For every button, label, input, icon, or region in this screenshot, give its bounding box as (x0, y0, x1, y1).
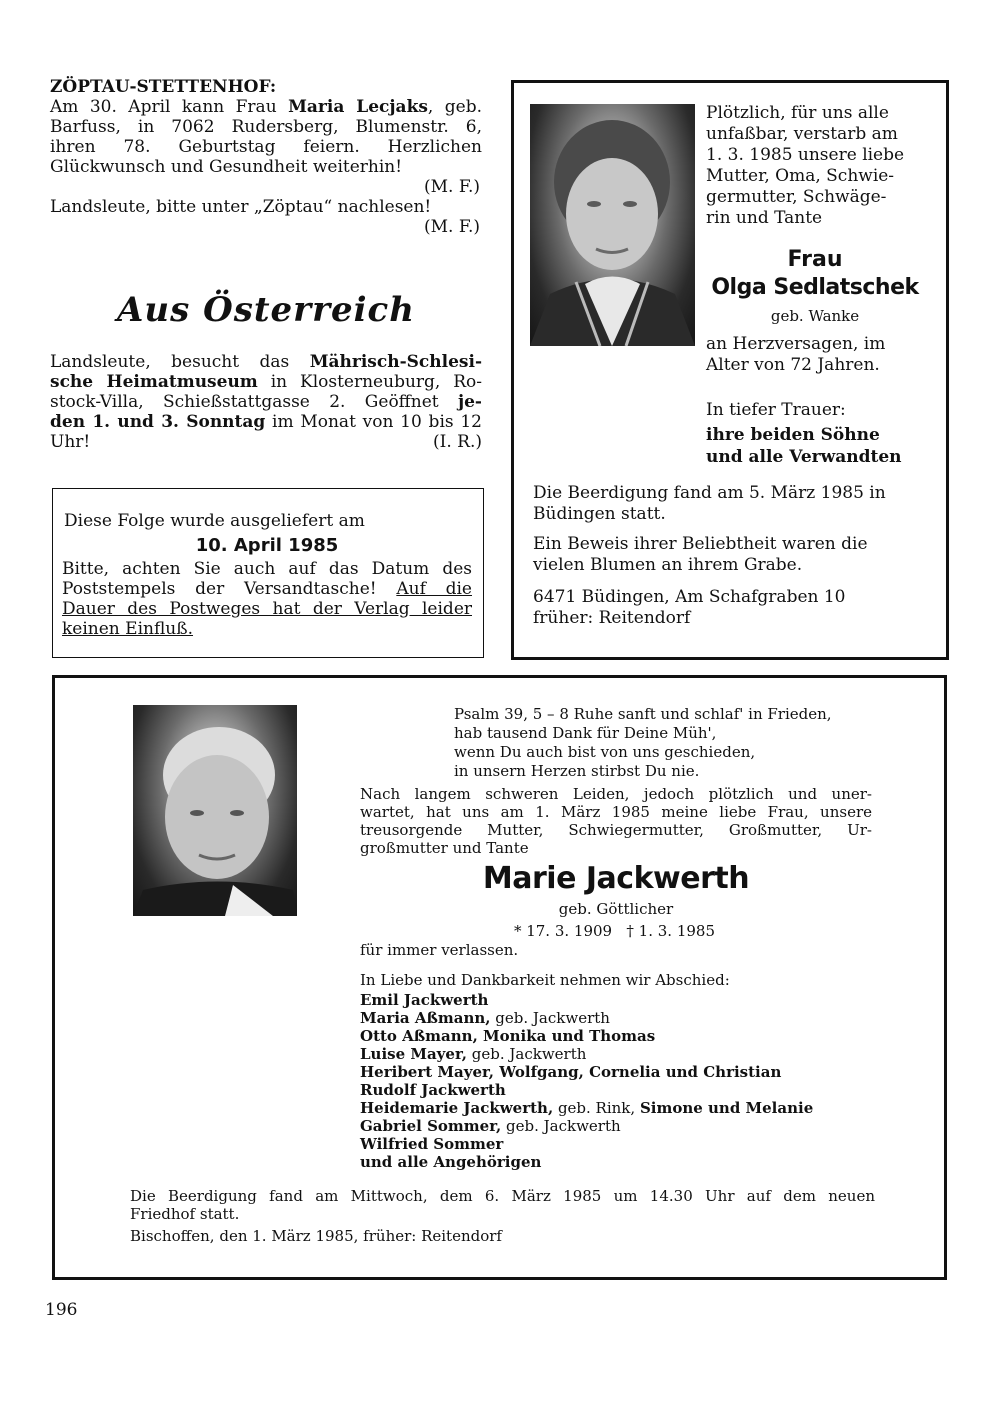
zoeptau-notice: Landsleute, bitte unter „Zöptau“ nachlesen! (50, 197, 432, 217)
zoeptau-line-2: Barfuss, in 7062 Rudersberg, Blumenstr. 6, (50, 117, 482, 137)
psalm-line-4: in unsern Herzen stirbst Du nie. (454, 762, 700, 780)
jackwerth-psalm (454, 705, 914, 781)
delivery-line-2: Bitte, achten Sie auch auf das Datum des (62, 559, 472, 579)
sedlatschek-intro-1: Plötzlich, für uns alle (706, 103, 889, 123)
oesterreich-section (50, 352, 482, 452)
family-member-name: Wilfried Sommer (360, 1135, 504, 1153)
sedlatschek-cause-1: an Herzversagen, im (706, 334, 886, 354)
jackwerth-place: Bischoffen, den 1. März 1985, früher: Reitendorf (130, 1227, 502, 1245)
sedlatschek-mourner-2: und alle Verwandten (706, 447, 902, 467)
family-member (360, 1117, 900, 1135)
zoeptau-line-1-a: Am 30. April kann Frau (50, 97, 289, 117)
jackwerth-dates: * 17. 3. 1909 † 1. 3. 1985 (513, 922, 715, 940)
jackwerth-intro-1: Nach langem schweren Leiden, jedoch plötzlich und uner- (360, 785, 872, 803)
museum-line-5 (50, 432, 482, 452)
family-member-name: Gabriel Sommer, (360, 1117, 502, 1135)
zoeptau-person: Maria Lecjaks (288, 97, 428, 117)
jackwerth-funeral (130, 1187, 875, 1245)
family-member-name: Maria Aßmann, (360, 1009, 491, 1027)
museum-line-2-b: in Klosterneuburg, Ro- (257, 372, 482, 392)
family-member (360, 1153, 900, 1171)
delivery-date: 10. April 1985 (195, 535, 339, 556)
sedlatschek-born: geb. Wanke (770, 307, 860, 325)
museum-line-2 (50, 372, 482, 392)
jackwerth-intro-4: großmutter und Tante (360, 839, 529, 857)
jackwerth-funeral-2: Friedhof statt. (130, 1205, 240, 1223)
sedlatschek-mourning (706, 399, 931, 468)
zoeptau-signature-1: (M. F.) (423, 177, 480, 197)
family-member (360, 991, 900, 1009)
page-number: 196 (45, 1300, 78, 1320)
sedlatschek-cause-2: Alter von 72 Jahren. (706, 355, 880, 375)
jackwerth-funeral-1: Die Beerdigung fand am Mittwoch, dem 6. März 1985 um 14.30 Uhr auf dem neuen (130, 1187, 875, 1205)
family-member-name: Emil Jackwerth (360, 991, 489, 1009)
zoeptau-line-1 (50, 97, 482, 117)
zoeptau-section (50, 77, 482, 237)
sedlatschek-mourner-1: ihre beiden Söhne (706, 425, 880, 445)
family-member-name: Rudolf Jackwerth (360, 1081, 506, 1099)
sedlatschek-details (533, 483, 928, 629)
museum-line-1-a: Landsleute, besucht das (50, 352, 310, 372)
family-member (360, 1027, 900, 1045)
museum-line-1 (50, 352, 482, 372)
zoeptau-line-3: ihren 78. Geburtstag feiern. Herzlichen (50, 137, 482, 157)
family-member-note: geb. Jackwerth (466, 1045, 587, 1063)
jackwerth-intro-2: wartet, hat uns am 1. März 1985 meine liebe Frau, unsere (360, 803, 872, 821)
zoeptau-signature-2: (M. F.) (423, 217, 480, 237)
family-member (360, 1081, 900, 1099)
sedlatschek-funeral-2: Büdingen statt. (533, 504, 666, 524)
sedlatschek-cause (706, 334, 931, 376)
family-member-note: geb. Jackwerth (490, 1009, 610, 1027)
family-member (360, 1135, 900, 1153)
family-member (360, 1099, 900, 1117)
zoeptau-line-4: Glückwunsch und Gesundheit weiterhin! (50, 157, 403, 177)
museum-days-b: den 1. und 3. Sonntag (50, 412, 266, 432)
museum-line-4-b: im Monat von 10 bis 12 (265, 412, 482, 432)
delivery-line-1: Diese Folge wurde ausgeliefert am (64, 511, 365, 531)
family-member (360, 1009, 900, 1027)
delivery-line-5: keinen Einfluß. (62, 619, 194, 639)
jackwerth-family (360, 971, 900, 1171)
museum-line-4 (50, 412, 482, 432)
sedlatschek-intro-5: germutter, Schwäge- (706, 187, 887, 207)
museum-days-a: je- (457, 392, 482, 412)
oesterreich-title: Aus Österreich (117, 290, 415, 330)
zoeptau-line-1-b: , geb. (427, 97, 482, 117)
jackwerth-intro-3: treusorgende Mutter, Schwiegermutter, Großmutter, Ur- (360, 821, 872, 839)
sedlatschek-address-2: früher: Reitendorf (533, 608, 691, 628)
sedlatschek-intro (706, 103, 931, 229)
zoeptau-heading: ZÖPTAU-STETTENHOF: (50, 77, 277, 97)
delivery-line-3-b: Auf die (396, 579, 472, 599)
delivery-line-4: Dauer des Postweges hat der Verlag leider (62, 599, 472, 619)
jackwerth-name: Marie Jackwerth (482, 861, 750, 896)
sedlatschek-name: Olga Sedlatschek (711, 275, 919, 300)
sedlatschek-intro-2: unfaßbar, verstarb am (706, 124, 898, 144)
museum-signature: (I. R.) (433, 432, 482, 452)
sedlatschek-flowers-2: vielen Blumen an ihrem Grabe. (533, 555, 803, 575)
portrait-photo-sedlatschek (530, 104, 695, 346)
museum-name-a: Mährisch-Schlesi- (309, 352, 482, 372)
jackwerth-left: für immer verlassen. (360, 941, 519, 959)
delivery-content (62, 511, 472, 639)
jackwerth-born: geb. Göttlicher (558, 900, 674, 918)
jackwerth-farewell: In Liebe und Dankbarkeit nehmen wir Abschied: (360, 971, 730, 989)
family-member-name-2: Simone und Melanie (639, 1099, 814, 1117)
family-member-name: Luise Mayer, (360, 1045, 467, 1063)
sedlatschek-flowers-1: Ein Beweis ihrer Beliebtheit waren die (533, 534, 868, 554)
family-member-note: geb. Jackwerth (501, 1117, 621, 1135)
museum-name-b: sche Heimatmuseum (50, 372, 258, 392)
family-member (360, 1045, 900, 1063)
delivery-line-3 (62, 579, 472, 599)
family-member-name: Otto Aßmann, Monika und Thomas (360, 1027, 656, 1045)
family-member (360, 1063, 900, 1081)
delivery-line-3-a: Poststempels der Versandtasche! (62, 579, 397, 599)
family-member-note: geb. Rink, (553, 1099, 640, 1117)
family-member-name: Heidemarie Jackwerth, (360, 1099, 554, 1117)
portrait-photo-jackwerth (133, 705, 297, 916)
family-member-name: und alle Angehörigen (360, 1153, 542, 1171)
jackwerth-intro (360, 785, 872, 857)
psalm-line-3: wenn Du auch bist von uns geschieden, (454, 743, 756, 761)
psalm-line-2: hab tausend Dank für Deine Müh', (454, 724, 717, 742)
museum-line-3 (50, 392, 482, 412)
family-member-name: Heribert Mayer, Wolfgang, Cornelia und Christian (360, 1063, 782, 1081)
sedlatschek-mourning-label: In tiefer Trauer: (706, 400, 846, 420)
museum-line-3-a: stock-Villa, Schießstattgasse 2. Geöffnet (50, 392, 458, 412)
sedlatschek-funeral-1: Die Beerdigung fand am 5. März 1985 in (533, 483, 886, 503)
sedlatschek-address-1: 6471 Büdingen, Am Schafgraben 10 (533, 587, 846, 607)
psalm-line-1: Psalm 39, 5 – 8 Ruhe sanft und schlaf' in Frieden, (454, 705, 832, 723)
sedlatschek-intro-3: 1. 3. 1985 unsere liebe (706, 145, 905, 165)
sedlatschek-intro-4: Mutter, Oma, Schwie- (706, 166, 895, 186)
sedlatschek-intro-6: rin und Tante (706, 208, 823, 228)
sedlatschek-frau: Frau (787, 247, 843, 272)
museum-line-5-text: Uhr! (50, 432, 91, 452)
